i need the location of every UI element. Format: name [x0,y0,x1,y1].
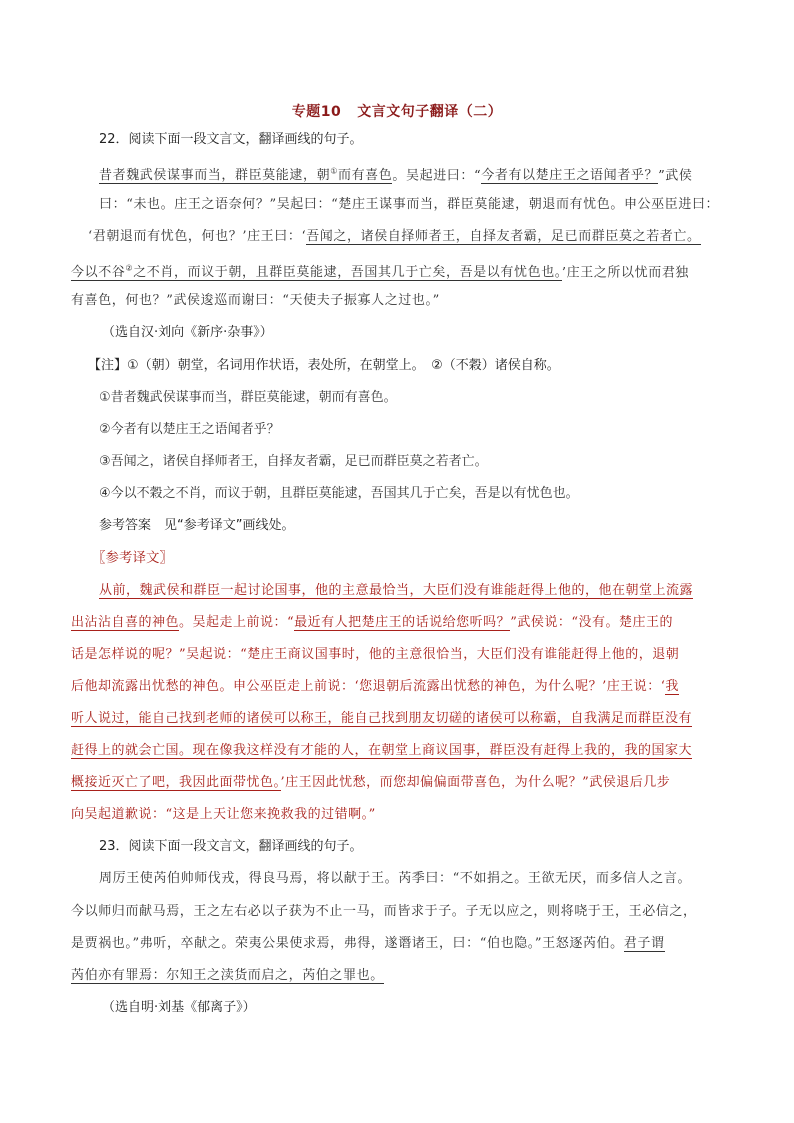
q22-prompt: 22．阅读下面一段文言文，翻译画线的句子。 [99,132,363,147]
q23-prompt: 23．阅读下面一段文言文，翻译画线的句子。 [99,839,363,854]
q23-source: （选自明·刘基《郁离子》） [102,1000,256,1015]
q23-passage-line-3: 是贾祸也。”弗听，卒献之。荣夷公果使求焉，弗得，遂谮诸王，曰：“伯也隐。”王怒逐芮伯。君子谓 [71,936,665,951]
q22-note: 【注】①（朝）朝堂，名词用作状语，表处所，在朝堂上。 ②（不穀）诸侯自称。 [88,358,560,373]
page-title [0,101,794,121]
q22-passage-line-3: ‘君朝退而有忧色，何也？’庄王曰：‘吾闻之，诸侯自择师者王，自择友者霸，足已而群臣莫之若者亡。 [88,229,701,244]
translation-line-8: 向吴起道歉说：“这是上天让您来挽救我的过错啊。” [71,807,376,822]
translation-heading: 〖参考译文〗 [92,550,173,566]
translation-line-6: 赶得上的就会亡国。现在像我这样没有才能的人，在朝堂上商议国事，群臣没有赶得上我的，我的国家大 [71,743,693,758]
q23-passage-line-4: 芮伯亦有罪焉：尔知王之渎货而启之，芮伯之罪也。 [71,968,384,983]
q22-item-3: ③吾闻之，诸侯自择师者王，自择友者霸，足已而群臣莫之若者亡。 [99,454,488,469]
q23-passage-line-2: 今以师归而献马焉，王之左右必以子获为不止一马，而皆求于子。子无以应之，则将哓于王，王必信之， [71,904,697,919]
q22-passage-line-2: 曰：“未也。庄王之语奈何？”吴起曰：“楚庄王谋事而当，群臣莫能逮，朝退而有忧色。申公巫臣进曰： [99,197,720,212]
q23-passage-line-1: 周厉王使芮伯帅师伐戎，得良马焉，将以献于王。芮季曰：“不如捐之。王欲无厌，而多信人之言。 [99,871,692,886]
translation-line-4: 后他却流露出忧愁的神色。申公巫臣走上前说：‘您退朝后流露出忧愁的神色，为什么呢？’庄王说：‘我 [71,679,679,694]
q22-item-1: ①昔者魏武侯谋事而当，群臣莫能逮，朝而有喜色。 [99,390,397,405]
title-topic-number: 专题10 [291,104,342,120]
q22-passage-line-4: 今以不谷②之不肖，而议于朝，且群臣莫能逮，吾国其几于亡矣，吾是以有忧色也。’庄王之所以忧而君独 [71,264,690,281]
q22-source: （选自汉·刘向《新序·杂事》） [102,325,273,340]
translation-line-5: 听人说过，能自己找到老师的诸侯可以称王，能自己找到朋友切磋的诸侯可以称霸，自我满足而群臣没有 [71,711,693,726]
translation-line-3: 话是怎样说的呢？”吴起说：“楚庄王商议国事时，他的主意很恰当，大臣们没有谁能赶得上他的，退朝 [71,647,680,662]
translation-line-7: 概接近灭亡了吧，我因此面带忧色。’庄王因此忧愁，而您却偏偏面带喜色，为什么呢？”武侯退后几步 [71,775,671,790]
q22-passage-line-5: 有喜色，何也？”武侯逡巡而谢曰：“天使夫子振寡人之过也。” [71,293,440,308]
q22-passage-line-1: 昔者魏武侯谋事而当，群臣莫能逮，朝①而有喜色。吴起进曰：“今者有以楚庄王之语闻者乎？”武侯 [99,167,693,184]
translation-line-1: 从前，魏武侯和群臣一起讨论国事，他的主意最恰当，大臣们没有谁能赶得上他的，他在朝堂上流露 [99,583,694,598]
underline-text: 昔者魏武侯谋事而当，群臣莫能逮，朝①而有喜色 [99,167,393,184]
translation-line-2: 出沾沾自喜的神色。吴起走上前说：“最近有人把楚庄王的话说给您听吗？”武侯说：“没有。楚庄王的 [71,615,673,630]
q22-item-4: ④今以不穀之不肖，而议于朝，且群臣莫能逮，吾国其几于亡矣，吾是以有忧色也。 [99,486,579,501]
q22-item-2: ②今者有以楚庄王之语闻者乎？ [99,422,280,437]
q22-answer: 参考答案 见“参考译文”画线处。 [99,518,295,533]
title-topic-name: 文言文句子翻译（二） [357,104,503,120]
